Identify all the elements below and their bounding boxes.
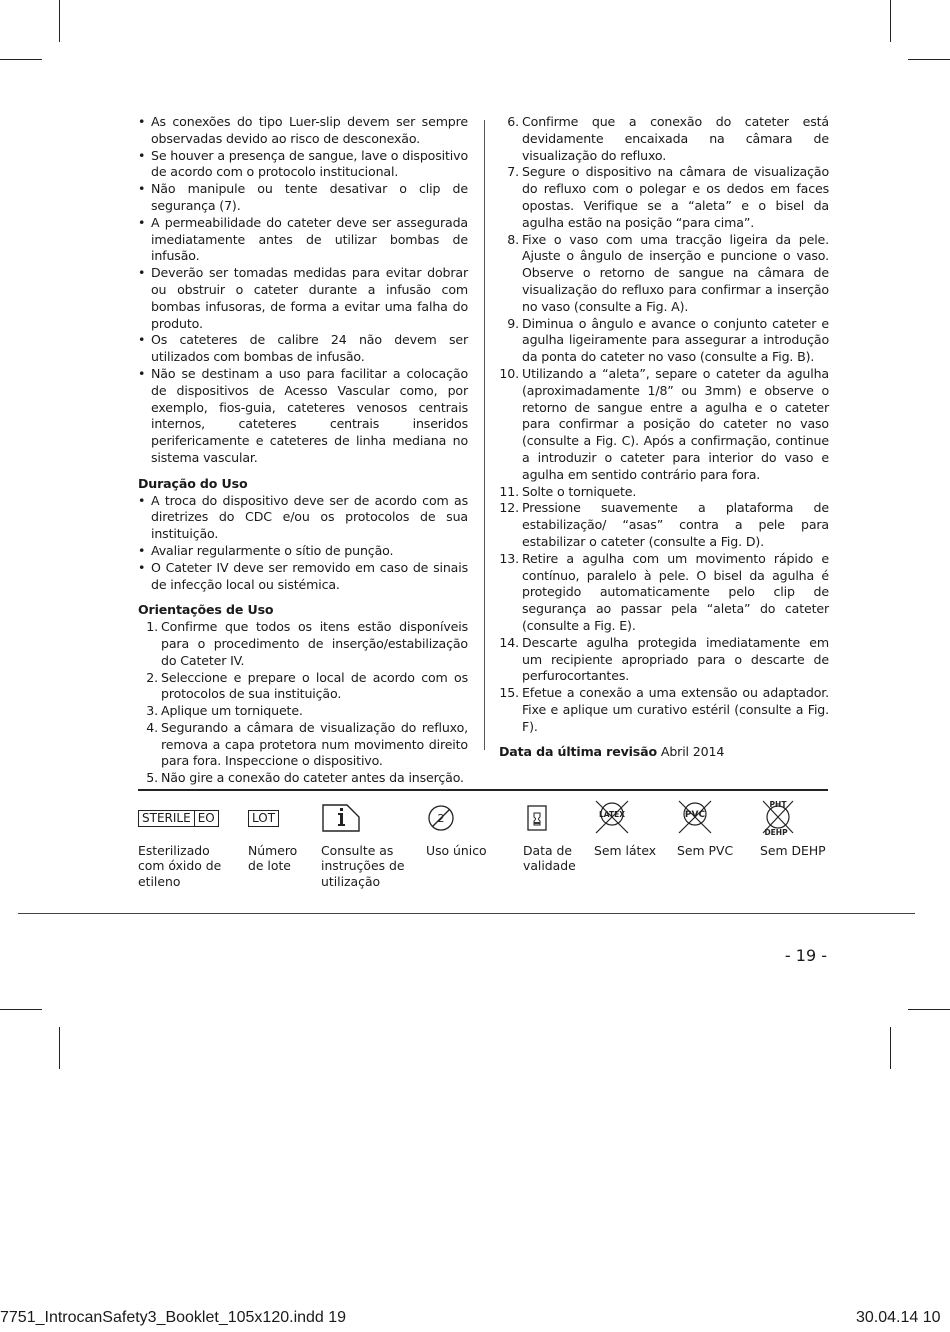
step-number: 12. [499,500,519,516]
step-number: 2. [146,669,158,685]
step-item [499,164,829,231]
symbol-caption: Sem látex [594,843,657,858]
step-number: 15. [499,685,519,701]
list-item: • O Cateter IV deve ser removido em caso de sinais de infecção local ou sistémica. [138,560,468,594]
crop-mark [908,59,950,60]
slug-filename: 7751_IntrocanSafety3_Booklet_105x120.indd 19 [0,1309,347,1326]
bottom-rule [18,913,915,914]
right-column [499,114,829,761]
left-column [138,114,468,787]
list-item: • A troca do dispositivo deve ser de acordo com as diretrizes do CDC e/ou os protocolos de sua instituição. [138,493,468,543]
symbol-caption: Data de validade [523,843,576,874]
sterile-eo-icon: STERILE EO [138,810,219,827]
latex-free-icon [594,799,630,835]
step-item [499,316,829,366]
symbol-caption: Uso único [426,843,487,858]
step-item [138,619,468,669]
step-number: 13. [499,550,519,566]
symbol-expiry [523,801,583,874]
duration-list [138,493,468,594]
list-item: • Deverão ser tomadas medidas para evitar dobrar ou obstruir o cateter durante a infusão com bombas infusoras, de forma a evitar uma falha do produto. [138,265,468,332]
crop-mark [59,1027,60,1069]
step-number: 11. [499,483,519,499]
step-item [138,720,468,770]
instructions-icon [321,803,361,833]
step-text: Segurando a câmara de visualização do refluxo, remova a capa protetora num movimento direito para fora. Inspeccione o dispositivo. [161,719,468,769]
step-item [499,114,829,164]
revision-label: Data da última revisão [499,744,658,760]
step-number: 10. [499,365,519,381]
step-item [138,670,468,704]
step-number: 9. [507,315,519,331]
crop-mark [0,1009,42,1010]
step-item [499,500,829,550]
step-text: Solte o torniquete. [522,483,637,499]
step-text: Retire a agulha com um movimento rápido e contínuo, paralelo à pele. O bisel da agulha é protegido automaticamente pelo clip de segurança ao passar pela “aleta” do cateter (consulte a Fig. E). [522,550,829,633]
list-item: • Não se destinam a uso para facilitar a colocação de dispositivos de Acesso Vascular como, por exemplo, fios-guia, cateteres venosos centrais internos, cateteres centrais inseridos perifericamente e cateteres de linha mediana no sistema vascular. [138,366,468,467]
steps-list-right [499,114,829,735]
revision-value: Abril 2014 [660,744,725,760]
crop-mark [890,0,891,42]
symbol-pvc-free [677,798,733,858]
symbol-caption: Sem DEHP [760,843,826,858]
crop-mark [0,59,42,60]
symbol-ifu [321,801,411,889]
symbol-caption: Sem PVC [677,843,734,858]
crop-mark [890,1027,891,1069]
step-item [499,635,829,685]
symbol-caption: Esterilizado com óxido de etileno [138,843,222,889]
step-item [499,685,829,735]
step-item [499,232,829,316]
single-use-icon [426,803,456,833]
crop-mark [908,1009,950,1010]
symbol-caption: Número de lote [248,843,298,874]
step-text: Aplique um torniquete. [161,703,303,719]
section-title-guidance: Orientações de Uso [138,602,274,618]
step-text: Utilizando a “aleta”, separe o cateter da agulha (aproximadamente 1/8” ou 3mm) e observe o retorno de sangue entre a agulha e o cateter para confirmar a posição do cateter no vaso (consulte a Fig. C). Após a confirmação, continue a introduzir o cateter para interior do vaso e agulha em sentido contrário para fora. [522,365,829,482]
step-text: Segure o dispositivo na câmara de visualização do refluxo com o polegar e os dedos em faces opostas. Verifique se a “aleta” e o bisel da agulha estão na posição “para cima”. [522,164,829,230]
slug-date: 30.04.14 10 [856,1309,941,1326]
symbol-single-use [426,801,487,858]
step-text: Seleccione e prepare o local de acordo com os protocolos de sua instituição. [161,669,468,702]
lot-icon: LOT [248,810,279,827]
symbols-rule [138,789,828,791]
list-item: • Não manipule ou tente desativar o clip de segurança (7). [138,181,468,215]
list-item: • Os cateteres de calibre 24 não devem ser utilizados com bombas de infusão. [138,332,468,366]
svg-text:2: 2 [437,812,445,825]
step-item [499,366,829,484]
list-item: • Avaliar regularmente o sítio de punção. [138,543,468,560]
step-number: 5. [146,770,158,786]
step-number: 6. [507,114,519,129]
step-item [138,703,468,720]
step-text: Confirme que todos os itens estão disponíveis para o procedimento de inserção/estabilização do Cateter IV. [161,619,468,668]
step-number: 3. [146,703,158,719]
step-item [499,551,829,635]
page-number: - 19 - [784,946,827,965]
symbol-sterile [138,801,233,889]
step-number: 7. [507,164,519,180]
column-divider [484,120,485,750]
list-item: • A permeabilidade do cateter deve ser assegurada imediatamente antes de utilizar bombas de infusão. [138,215,468,265]
svg-text:PHT: PHT [769,799,787,809]
step-text: Confirme que a conexão do cateter está devidamente encaixada na câmara de visualização do refluxo. [522,114,829,163]
step-number: 8. [507,231,519,247]
step-item [138,770,468,787]
step-number: 1. [146,619,158,635]
step-item [499,484,829,501]
crop-mark [59,0,60,42]
dehp-free-icon [760,797,796,837]
steps-list-left [138,619,468,787]
svg-text:DEHP: DEHP [764,827,788,837]
step-text: Não gire a conexão do cateter antes da inserção. [161,770,464,786]
step-text: Pressione suavemente a plataforma de estabilização/ “asas” contra a pele para estabilizar o cateter (consulte a Fig. D). [522,500,829,549]
warnings-list [138,114,468,467]
step-number: 4. [146,719,158,735]
step-number: 14. [499,634,519,650]
expiry-date-icon [523,803,553,833]
pvc-free-icon [677,799,713,835]
svg-text:PVC: PVC [684,809,706,820]
step-text: Diminua o ângulo e avance o conjunto cateter e agulha ligeiramente para assegurar a introdução da ponta do cateter no vaso (consulte a Fig. B). [522,315,829,365]
svg-text:LATEX: LATEX [598,809,626,819]
step-text: Efetue a conexão a uma extensão ou adaptador. Fixe e aplique um curativo estéril (consulte a Fig. F). [522,685,829,734]
revision-date [499,744,829,761]
list-item: • As conexões do tipo Luer-slip devem ser sempre observadas devido ao risco de desconexão. [138,114,468,148]
section-title-duration: Duração do Uso [138,475,248,491]
step-text: Fixe o vaso com uma tracção ligeira da pele. Ajuste o ângulo de inserção e puncione o vaso. Observe o retorno de sangue na câmara de visualização do refluxo para confirmar a inserção no vaso (consulte a Fig. A). [522,231,829,314]
symbol-latex-free [594,798,656,858]
list-item: • Se houver a presença de sangue, lave o dispositivo de acordo com o protocolo institucional. [138,148,468,182]
symbol-lot [248,801,308,874]
step-text: Descarte agulha protegida imediatamente em um recipiente apropriado para o descarte de perfurocortantes. [522,634,829,684]
symbol-dehp-free [760,798,826,858]
symbol-caption: Consulte as instruções de utilização [321,843,405,889]
